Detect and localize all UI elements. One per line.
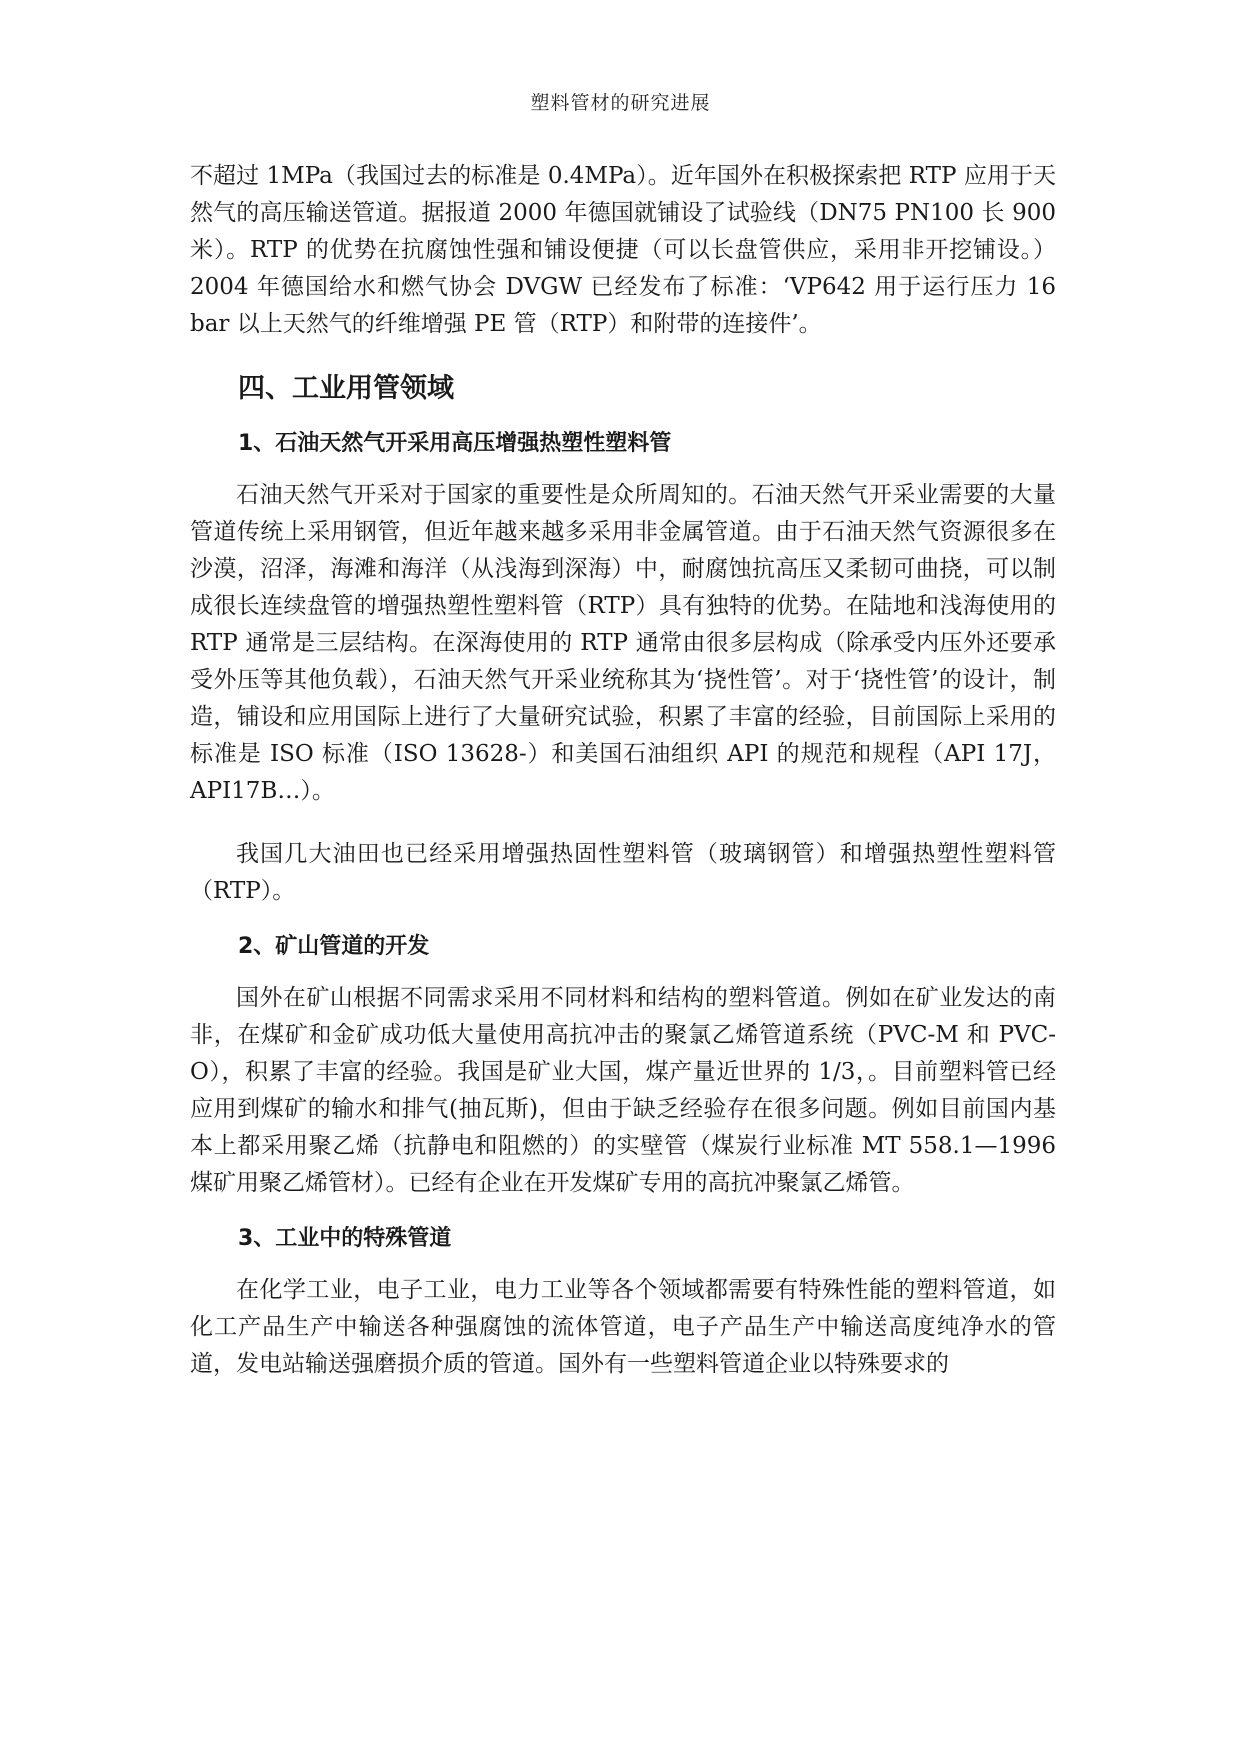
subsection-1-paragraph-1-text: 石油天然气开采对于国家的重要性是众所周知的。石油天然气开采业需要的大量管道传统上采用钢管，但近年越来越多采用非金属管道。由于石油天然气资源很多在沙漠，沼泽，海滩和海洋（从浅海到深海）中，耐腐蚀抗高压又柔韧可曲挠，可以制成很长连续盘管的增强热塑性塑料管（RTP）具有独特的优势。在陆地和浅海使用的 RTP 通常是三层结构。在深海使用的 RTP 通常由很多层构成（除承受内压外还要承受外压等其他负载），石油天然气开采业统称其为‘挠性管’。对于‘挠性管’的设计，制造，铺设和应用国际上进行了大量研究试验，积累了丰富的经验，目前国际上采用的标准是 ISO 标准（ISO 13628-）和美国石油组织 API 的规范和规程（API 17J，API17B…）。 bbox=[190, 482, 1056, 804]
running-header: 塑料管材的研究进展 bbox=[530, 92, 711, 114]
subsection-2-paragraph-text: 国外在矿山根据不同需求采用不同材料和结构的塑料管道。例如在矿业发达的南非，在煤矿和金矿成功低大量使用高抗冲击的聚氯乙烯管道系统（PVC-M 和 PVC-O），积累了丰富的经验。我国是矿业大国，煤产量近世界的 1/3，。目前塑料管已经应用到煤矿的输水和排气(抽瓦斯)，但由于缺乏经验存在很多问题。例如目前国内基本上都采用聚乙烯（抗静电和阻燃的）的实壁管（煤炭行业标准 MT 558.1—1996 煤矿用聚乙烯管材）。已经有企业在开发煤矿专用的高抗冲聚氯乙烯管。 bbox=[190, 985, 1056, 1196]
subsection-1-paragraph-1 bbox=[190, 477, 1056, 810]
intro-paragraph-text: 不超过 1MPa（我国过去的标准是 0.4MPa）。近年国外在积极探索把 RTP 应用于天然气的高压输送管道。据报道 2000 年德国就铺设了试验线（DN75 PN100 长 900 米）。RTP 的优势在抗腐蚀性强和铺设便捷（可以长盘管供应，采用非开挖铺设。）2004 年德国给水和燃气协会 DVGW 已经发布了标准：‘VP642 用于运行压力 16 bar 以上天然气的纤维增强 PE 管（RTP）和附带的连接件’。 bbox=[190, 163, 1056, 337]
subsection-1-paragraph-2 bbox=[190, 836, 1056, 910]
subsection-3-paragraph-text: 在化学工业，电子工业，电力工业等各个领域都需要有特殊性能的塑料管道，如化工产品生产中输送各种强腐蚀的流体管道，电子产品生产中输送高度纯净水的管道，发电站输送强磨损介质的管道。国外有一些塑料管道企业以特殊要求的 bbox=[190, 1277, 1056, 1377]
subsection-1-heading: 1、石油天然气开采用高压增强热塑性塑料管 bbox=[238, 431, 672, 456]
subsection-3-paragraph bbox=[190, 1272, 1056, 1383]
intro-paragraph bbox=[190, 158, 1056, 343]
section-4-heading: 四、工业用管领域 bbox=[238, 373, 454, 404]
document-body bbox=[190, 158, 1056, 1383]
subsection-2-paragraph bbox=[190, 980, 1056, 1202]
subsection-1-paragraph-2-text: 我国几大油田也已经采用增强热固性塑料管（玻璃钢管）和增强热塑性塑料管（RTP）。 bbox=[190, 841, 1056, 904]
subsection-2-heading: 2、矿山管道的开发 bbox=[238, 934, 430, 959]
subsection-3-heading: 3、工业中的特殊管道 bbox=[238, 1226, 452, 1251]
